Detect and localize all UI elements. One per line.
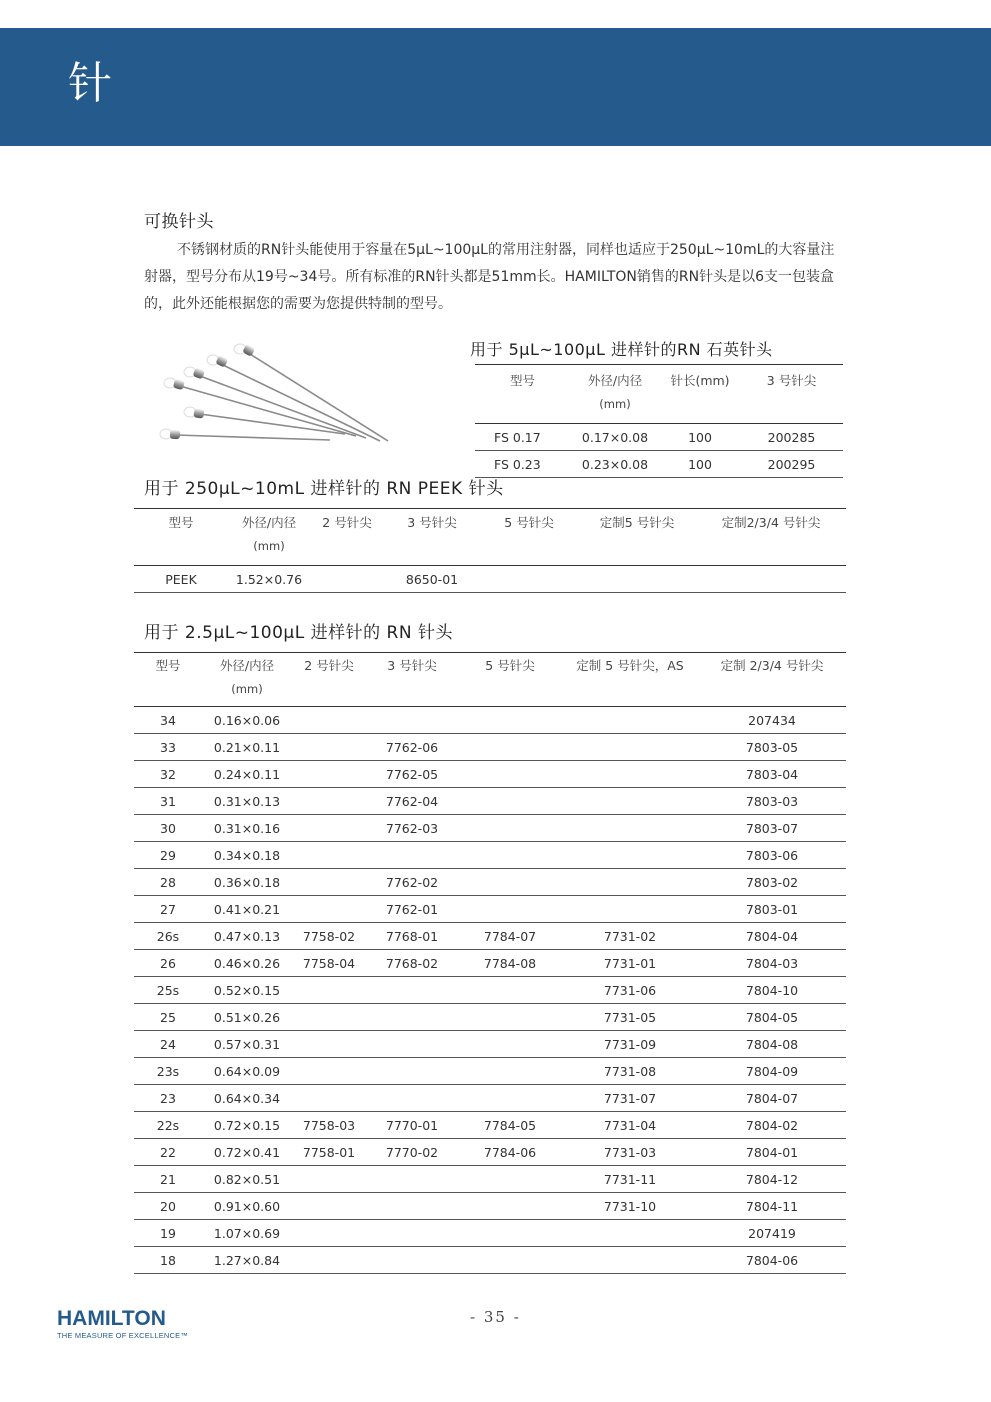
table-row	[134, 1193, 846, 1220]
cell: 7731-10	[562, 1193, 698, 1220]
rn-header-tip2: 2 号针尖	[304, 658, 354, 673]
quartz-header-row	[475, 365, 843, 424]
cell: 7784-06	[458, 1139, 562, 1166]
cell: FS 0.23	[475, 451, 570, 478]
cell	[292, 1085, 366, 1112]
cell: 8650-01	[384, 566, 480, 593]
cell	[366, 1031, 458, 1058]
intro-text	[144, 237, 844, 318]
section-title-quartz: 用于 5μL~100μL 进样针的RN 石英针头	[470, 340, 773, 359]
page-title: 针	[68, 58, 112, 109]
cell: 23	[134, 1085, 202, 1112]
cell	[366, 977, 458, 1004]
cell: 7762-03	[366, 815, 458, 842]
cell: 7784-08	[458, 950, 562, 977]
cell: 7804-06	[698, 1247, 846, 1274]
cell: 7731-05	[562, 1004, 698, 1031]
cell: 7768-01	[366, 923, 458, 950]
peek-table	[134, 508, 846, 593]
table-row	[134, 566, 846, 593]
cell: 7804-05	[698, 1004, 846, 1031]
cell	[578, 566, 696, 593]
cell: 7804-08	[698, 1031, 846, 1058]
cell	[292, 815, 366, 842]
peek-header-custom-tip234: 定制2/3/4 号针尖	[721, 515, 821, 530]
cell	[562, 1220, 698, 1247]
cell	[458, 788, 562, 815]
rn-header-row	[134, 653, 846, 707]
cell: 7784-05	[458, 1112, 562, 1139]
cell	[366, 1058, 458, 1085]
cell	[292, 842, 366, 869]
section-title-replaceable-needles: 可换针头	[144, 212, 214, 232]
cell: 7731-07	[562, 1085, 698, 1112]
table-row	[134, 1031, 846, 1058]
cell	[292, 1220, 366, 1247]
cell	[292, 734, 366, 761]
cell: 0.31×0.16	[202, 815, 292, 842]
cell: 7758-01	[292, 1139, 366, 1166]
cell: 32	[134, 761, 202, 788]
cell	[458, 1220, 562, 1247]
cell: 25s	[134, 977, 202, 1004]
cell: 7758-02	[292, 923, 366, 950]
cell	[458, 1193, 562, 1220]
cell: 7768-02	[366, 950, 458, 977]
cell	[458, 761, 562, 788]
cell: 0.51×0.26	[202, 1004, 292, 1031]
rn-header-model: 型号	[155, 658, 181, 673]
needle-6	[160, 429, 330, 440]
cell	[562, 896, 698, 923]
cell: 7731-01	[562, 950, 698, 977]
cell: 7803-02	[698, 869, 846, 896]
cell: 27	[134, 896, 202, 923]
cell: 21	[134, 1166, 202, 1193]
cell: 7804-02	[698, 1112, 846, 1139]
cell: 7803-05	[698, 734, 846, 761]
cell	[366, 1166, 458, 1193]
cell: 20	[134, 1193, 202, 1220]
cell: 207419	[698, 1220, 846, 1247]
cell	[292, 1058, 366, 1085]
cell	[458, 896, 562, 923]
cell: 0.16×0.06	[202, 707, 292, 734]
cell	[458, 1004, 562, 1031]
needle-4	[164, 378, 356, 436]
peek-header-model: 型号	[168, 515, 194, 530]
cell: 19	[134, 1220, 202, 1247]
cell	[458, 1247, 562, 1274]
cell: 0.41×0.21	[202, 896, 292, 923]
cell	[292, 1031, 366, 1058]
cell: 7804-03	[698, 950, 846, 977]
table-row	[134, 869, 846, 896]
peek-header-row	[134, 509, 846, 566]
cell	[292, 1166, 366, 1193]
cell: 7803-01	[698, 896, 846, 923]
table-row	[134, 1112, 846, 1139]
cell: 7731-08	[562, 1058, 698, 1085]
cell: 0.47×0.13	[202, 923, 292, 950]
cell	[458, 707, 562, 734]
cell: 0.64×0.09	[202, 1058, 292, 1085]
cell: 7770-01	[366, 1112, 458, 1139]
quartz-table	[475, 364, 843, 478]
cell	[458, 842, 562, 869]
cell: 7804-01	[698, 1139, 846, 1166]
header-banner	[0, 28, 991, 146]
cell	[696, 566, 846, 593]
cell: 0.31×0.13	[202, 788, 292, 815]
cell: 30	[134, 815, 202, 842]
cell	[366, 1085, 458, 1112]
quartz-header-tip3: 3 号针尖	[766, 373, 817, 388]
cell: 31	[134, 788, 202, 815]
cell	[292, 896, 366, 923]
cell	[562, 707, 698, 734]
rn-table-body	[134, 707, 846, 1274]
cell: 7804-11	[698, 1193, 846, 1220]
cell	[458, 734, 562, 761]
cell: 200285	[740, 424, 843, 451]
cell: 0.46×0.26	[202, 950, 292, 977]
cell: 0.52×0.15	[202, 977, 292, 1004]
section-title-rn: 用于 2.5μL~100μL 进样针的 RN 针头	[144, 623, 453, 643]
needle-1	[234, 344, 388, 441]
cell: 23s	[134, 1058, 202, 1085]
needle-2	[207, 355, 380, 441]
cell	[458, 1031, 562, 1058]
cell	[458, 1058, 562, 1085]
cell: 7804-09	[698, 1058, 846, 1085]
rn-table	[134, 652, 846, 1274]
cell	[292, 869, 366, 896]
table-row	[134, 734, 846, 761]
table-row	[134, 842, 846, 869]
page-number: - 35 -	[470, 1308, 521, 1326]
cell: 100	[660, 424, 740, 451]
section-title-peek: 用于 250μL~10mL 进样针的 RN PEEK 针头	[144, 479, 504, 499]
table-row	[134, 815, 846, 842]
cell: 26	[134, 950, 202, 977]
rn-header-tip5: 5 号针尖	[485, 658, 535, 673]
cell: 7770-02	[366, 1139, 458, 1166]
cell: 7731-02	[562, 923, 698, 950]
cell: 7731-06	[562, 977, 698, 1004]
table-row	[134, 761, 846, 788]
table-row	[134, 1004, 846, 1031]
cell: 7762-02	[366, 869, 458, 896]
cell: 100	[660, 451, 740, 478]
table-row	[134, 788, 846, 815]
cell: 7804-07	[698, 1085, 846, 1112]
peek-header-tip5: 5 号针尖	[504, 515, 554, 530]
cell	[562, 734, 698, 761]
cell: 26s	[134, 923, 202, 950]
cell: 7803-04	[698, 761, 846, 788]
table-row	[134, 950, 846, 977]
cell: 33	[134, 734, 202, 761]
cell: 22	[134, 1139, 202, 1166]
cell	[292, 707, 366, 734]
cell: 7804-10	[698, 977, 846, 1004]
table-row	[134, 1058, 846, 1085]
cell: 18	[134, 1247, 202, 1274]
table-row	[134, 896, 846, 923]
cell: 24	[134, 1031, 202, 1058]
cell: 0.23×0.08	[570, 451, 660, 478]
cell: 7804-12	[698, 1166, 846, 1193]
cell: 0.64×0.34	[202, 1085, 292, 1112]
cell: 7731-09	[562, 1031, 698, 1058]
logo-tagline: THE MEASURE OF EXCELLENCE™	[57, 1331, 189, 1340]
cell: 1.07×0.69	[202, 1220, 292, 1247]
cell: 0.72×0.41	[202, 1139, 292, 1166]
cell: 7762-05	[366, 761, 458, 788]
cell: 0.72×0.15	[202, 1112, 292, 1139]
logo-wordmark: HAMILTON	[57, 1307, 166, 1330]
cell	[366, 1220, 458, 1247]
cell	[458, 1166, 562, 1193]
cell: 7784-07	[458, 923, 562, 950]
cell	[458, 869, 562, 896]
rn-header-custom-tip5-as: 定制 5 号针尖，AS	[576, 658, 684, 673]
cell	[562, 1247, 698, 1274]
cell: 0.36×0.18	[202, 869, 292, 896]
cell: 7803-03	[698, 788, 846, 815]
cell: 29	[134, 842, 202, 869]
cell: 1.52×0.76	[228, 566, 310, 593]
cell: 0.17×0.08	[570, 424, 660, 451]
table-row	[134, 1085, 846, 1112]
cell	[292, 788, 366, 815]
cell: 7731-04	[562, 1112, 698, 1139]
cell	[366, 842, 458, 869]
cell	[310, 566, 384, 593]
cell: PEEK	[134, 566, 228, 593]
cell: 0.91×0.60	[202, 1193, 292, 1220]
cell: 7758-04	[292, 950, 366, 977]
cell: 7762-01	[366, 896, 458, 923]
cell	[562, 788, 698, 815]
cell: 7762-04	[366, 788, 458, 815]
cell: 0.57×0.31	[202, 1031, 292, 1058]
table-row	[475, 424, 843, 451]
rn-header-diameter: 外径/内径 (mm)	[219, 658, 275, 696]
cell	[366, 707, 458, 734]
cell: 7758-03	[292, 1112, 366, 1139]
cell	[480, 566, 578, 593]
cell: 207434	[698, 707, 846, 734]
cell	[292, 1004, 366, 1031]
intro-paragraph: 不锈钢材质的RN针头能使用于容量在5μL~100μL的常用注射器，同样也适应于250μL~10mL的大容量注射器，型号分布从19号~34号。所有标准的RN针头都是51mm长。HAMILTON销售的RN针头是以6支一包装盒的，此外还能根据您的需要为您提供特制的型号。	[144, 242, 835, 312]
cell: 7731-11	[562, 1166, 698, 1193]
cell: 25	[134, 1004, 202, 1031]
cell: FS 0.17	[475, 424, 570, 451]
cell: 1.27×0.84	[202, 1247, 292, 1274]
cell: 7731-03	[562, 1139, 698, 1166]
cell	[458, 1085, 562, 1112]
cell: 7762-06	[366, 734, 458, 761]
cell: 0.82×0.51	[202, 1166, 292, 1193]
cell: 34	[134, 707, 202, 734]
peek-header-diameter: 外径/内径 (mm)	[241, 515, 297, 553]
cell	[562, 761, 698, 788]
cell: 0.24×0.11	[202, 761, 292, 788]
table-row	[134, 977, 846, 1004]
needles-photo	[150, 340, 415, 450]
table-row	[475, 451, 843, 478]
cell: 7803-07	[698, 815, 846, 842]
cell	[562, 869, 698, 896]
quartz-header-diameter: 外径/内径 (mm)	[587, 373, 643, 411]
cell: 28	[134, 869, 202, 896]
quartz-header-length: 针长(mm)	[670, 373, 730, 388]
table-row	[134, 1220, 846, 1247]
cell	[292, 1247, 366, 1274]
needle-3	[184, 367, 366, 438]
cell	[458, 977, 562, 1004]
table-row	[134, 1139, 846, 1166]
table-row	[134, 923, 846, 950]
table-row	[134, 707, 846, 734]
rn-header-tip3: 3 号针尖	[387, 658, 437, 673]
cell: 0.21×0.11	[202, 734, 292, 761]
cell: 7803-06	[698, 842, 846, 869]
cell	[292, 761, 366, 788]
cell	[458, 815, 562, 842]
cell	[562, 842, 698, 869]
cell	[292, 1193, 366, 1220]
table-row	[134, 1247, 846, 1274]
peek-header-tip3: 3 号针尖	[407, 515, 457, 530]
cell	[366, 1004, 458, 1031]
cell: 200295	[740, 451, 843, 478]
cell	[366, 1247, 458, 1274]
quartz-header-model: 型号	[509, 373, 535, 388]
cell: 7804-04	[698, 923, 846, 950]
cell	[366, 1193, 458, 1220]
hamilton-logo	[57, 1308, 188, 1340]
cell: 0.34×0.18	[202, 842, 292, 869]
peek-header-tip2: 2 号针尖	[322, 515, 372, 530]
peek-header-custom-tip5: 定制5 号针尖	[599, 515, 675, 530]
table-row	[134, 1166, 846, 1193]
rn-header-custom-tip234: 定制 2/3/4 号针尖	[720, 658, 824, 673]
cell	[292, 977, 366, 1004]
cell: 22s	[134, 1112, 202, 1139]
cell	[562, 815, 698, 842]
